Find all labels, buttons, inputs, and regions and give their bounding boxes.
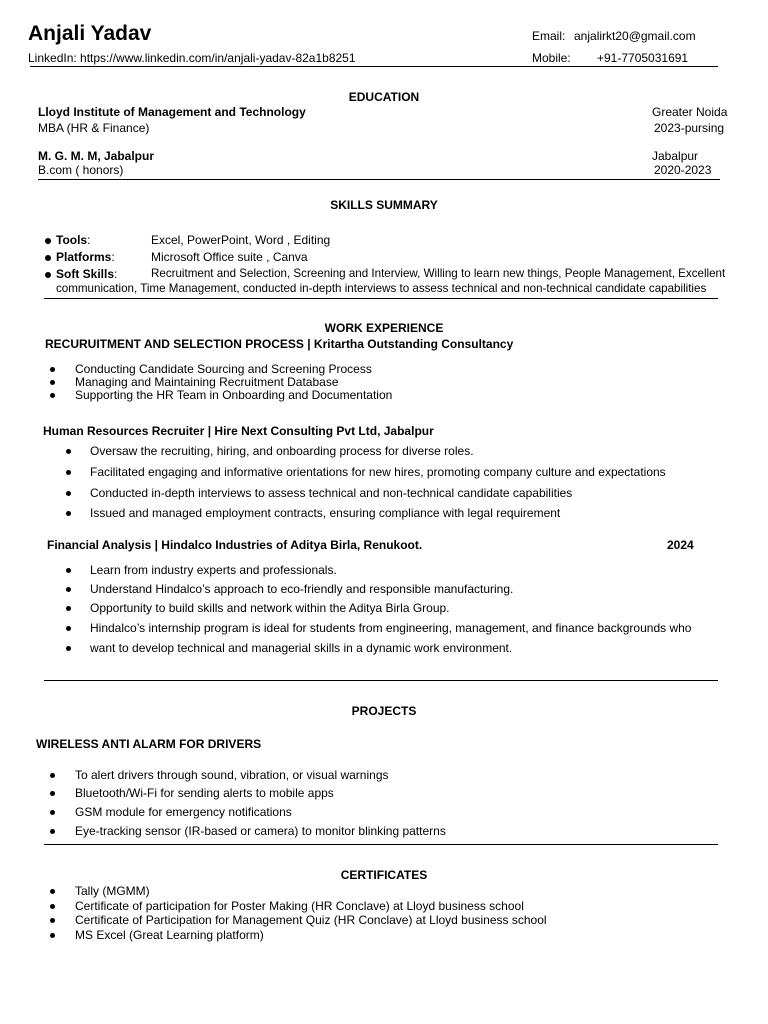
skill-value: Microsoft Office suite , Canva	[151, 250, 308, 264]
job-bullet: Issued and managed employment contracts, ensuring compliance with legal requirement	[90, 506, 561, 520]
bullet-icon	[66, 491, 71, 496]
bullet-icon	[50, 367, 55, 372]
bullet-icon	[50, 904, 55, 909]
education-degree: MBA (HR & Finance)	[38, 121, 150, 135]
certificate-item: Tally (MGMM)	[75, 884, 150, 898]
project-bullet: To alert drivers through sound, vibration, or visual warnings	[75, 768, 389, 782]
bullet-icon	[66, 449, 71, 454]
bullet-icon	[66, 646, 71, 651]
project-bullet: Bluetooth/Wi-Fi for sending alerts to mobile apps	[75, 786, 334, 800]
section-divider	[44, 844, 718, 845]
bullet-icon	[50, 393, 55, 398]
bullet-icon	[50, 918, 55, 923]
certificate-item: Certificate of participation for Poster Making (HR Conclave) at Lloyd business school	[75, 899, 524, 913]
bullet-icon	[50, 829, 55, 834]
job-bullet: want to develop technical and managerial skills in a dynamic work environment.	[90, 641, 513, 655]
certificates-heading: CERTIFICATES	[340, 868, 428, 882]
job-bullet: Supporting the HR Team in Onboarding and Documentation	[75, 388, 393, 402]
skill-value: Recruitment and Selection, Screening and Interview, Willing to learn new things, People Management, Excellent	[151, 267, 726, 280]
bullet-icon	[50, 933, 55, 938]
candidate-name: Anjali Yadav	[28, 22, 152, 45]
bullet-icon	[50, 380, 55, 385]
bullet-icon	[50, 810, 55, 815]
education-dates: 2020-2023	[654, 163, 712, 177]
job-bullet: Understand Hindalco’s approach to eco-friendly and responsible manufacturing.	[90, 582, 514, 596]
job-year: 2024	[667, 538, 694, 552]
mobile-number: +91-7705031691	[597, 51, 689, 65]
job-title: Financial Analysis | Hindalco Industries of Aditya Birla, Renukoot.	[47, 538, 423, 552]
education-heading: EDUCATION	[348, 90, 420, 104]
email-label: Email:	[532, 29, 566, 43]
email-address[interactable]: anjalirkt20@gmail.com	[574, 29, 696, 43]
bullet-icon	[50, 791, 55, 796]
skills-heading: SKILLS SUMMARY	[330, 198, 438, 212]
bullet-icon	[66, 587, 71, 592]
education-location: Jabalpur	[652, 149, 699, 163]
project-bullet: GSM module for emergency notifications	[75, 805, 292, 819]
job-title: Human Resources Recruiter | Hire Next Consulting Pvt Ltd, Jabalpur	[43, 424, 434, 438]
certificate-item: Certificate of Participation for Management Quiz (HR Conclave) at Lloyd business school	[75, 913, 547, 927]
job-bullet: Conducting Candidate Sourcing and Screening Process	[75, 362, 372, 376]
job-bullet: Managing and Maintaining Recruitment Database	[75, 375, 339, 389]
job-bullet: Oversaw the recruiting, hiring, and onboarding process for diverse roles.	[90, 444, 474, 458]
education-degree: B.com ( honors)	[38, 163, 124, 177]
bullet-icon	[50, 773, 55, 778]
section-divider	[44, 298, 718, 299]
skill-value: Excel, PowerPoint, Word , Editing	[151, 233, 331, 247]
job-bullet: Conducted in-depth interviews to assess technical and non-technical candidate capabilities	[90, 486, 573, 500]
bullet-icon	[50, 889, 55, 894]
mobile-label: Mobile:	[532, 51, 571, 65]
linkedin-link[interactable]: LinkedIn: https://www.linkedin.com/in/anjali-yadav-82a1b8251	[28, 51, 356, 65]
job-title: RECURUITMENT AND SELECTION PROCESS | Kritartha Outstanding Consultancy	[45, 337, 514, 351]
job-bullet: Learn from industry experts and professionals.	[90, 563, 337, 577]
education-institution: Lloyd Institute of Management and Technology	[38, 105, 306, 119]
bullet-icon	[66, 606, 71, 611]
header-divider	[30, 66, 718, 67]
education-location: Greater Noida	[652, 105, 728, 119]
job-bullet: Facilitated engaging and informative orientations for new hires, promoting company culture and expectations	[90, 465, 666, 479]
skill-label: Tools:	[56, 233, 91, 247]
section-divider	[44, 680, 718, 681]
education-dates: 2023-pursing	[654, 121, 725, 135]
bullet-icon	[66, 626, 71, 631]
skill-value-continued: communication, Time Management, conducted in-depth interviews to assess technical and non-technical candidate capabilities	[56, 282, 707, 295]
skill-label: Platforms:	[56, 250, 115, 264]
section-divider	[38, 179, 720, 180]
job-bullet: Opportunity to build skills and network within the Aditya Birla Group.	[90, 601, 450, 615]
bullet-icon	[66, 511, 71, 516]
project-bullet: Eye-tracking sensor (IR-based or camera) to monitor blinking patterns	[75, 824, 446, 838]
certificate-item: MS Excel (Great Learning platform)	[75, 928, 264, 942]
education-institution: M. G. M. M, Jabalpur	[38, 149, 155, 163]
project-title: WIRELESS ANTI ALARM FOR DRIVERS	[36, 737, 262, 751]
work-heading: WORK EXPERIENCE	[324, 321, 444, 335]
skill-label: Soft Skills:	[56, 267, 118, 281]
bullet-icon	[45, 255, 51, 261]
bullet-icon	[66, 568, 71, 573]
projects-heading: PROJECTS	[351, 704, 417, 718]
job-bullet: Hindalco’s internship program is ideal for students from engineering, management, and finance backgrounds who	[90, 621, 692, 635]
bullet-icon	[66, 470, 71, 475]
bullet-icon	[45, 272, 51, 278]
bullet-icon	[45, 238, 51, 244]
